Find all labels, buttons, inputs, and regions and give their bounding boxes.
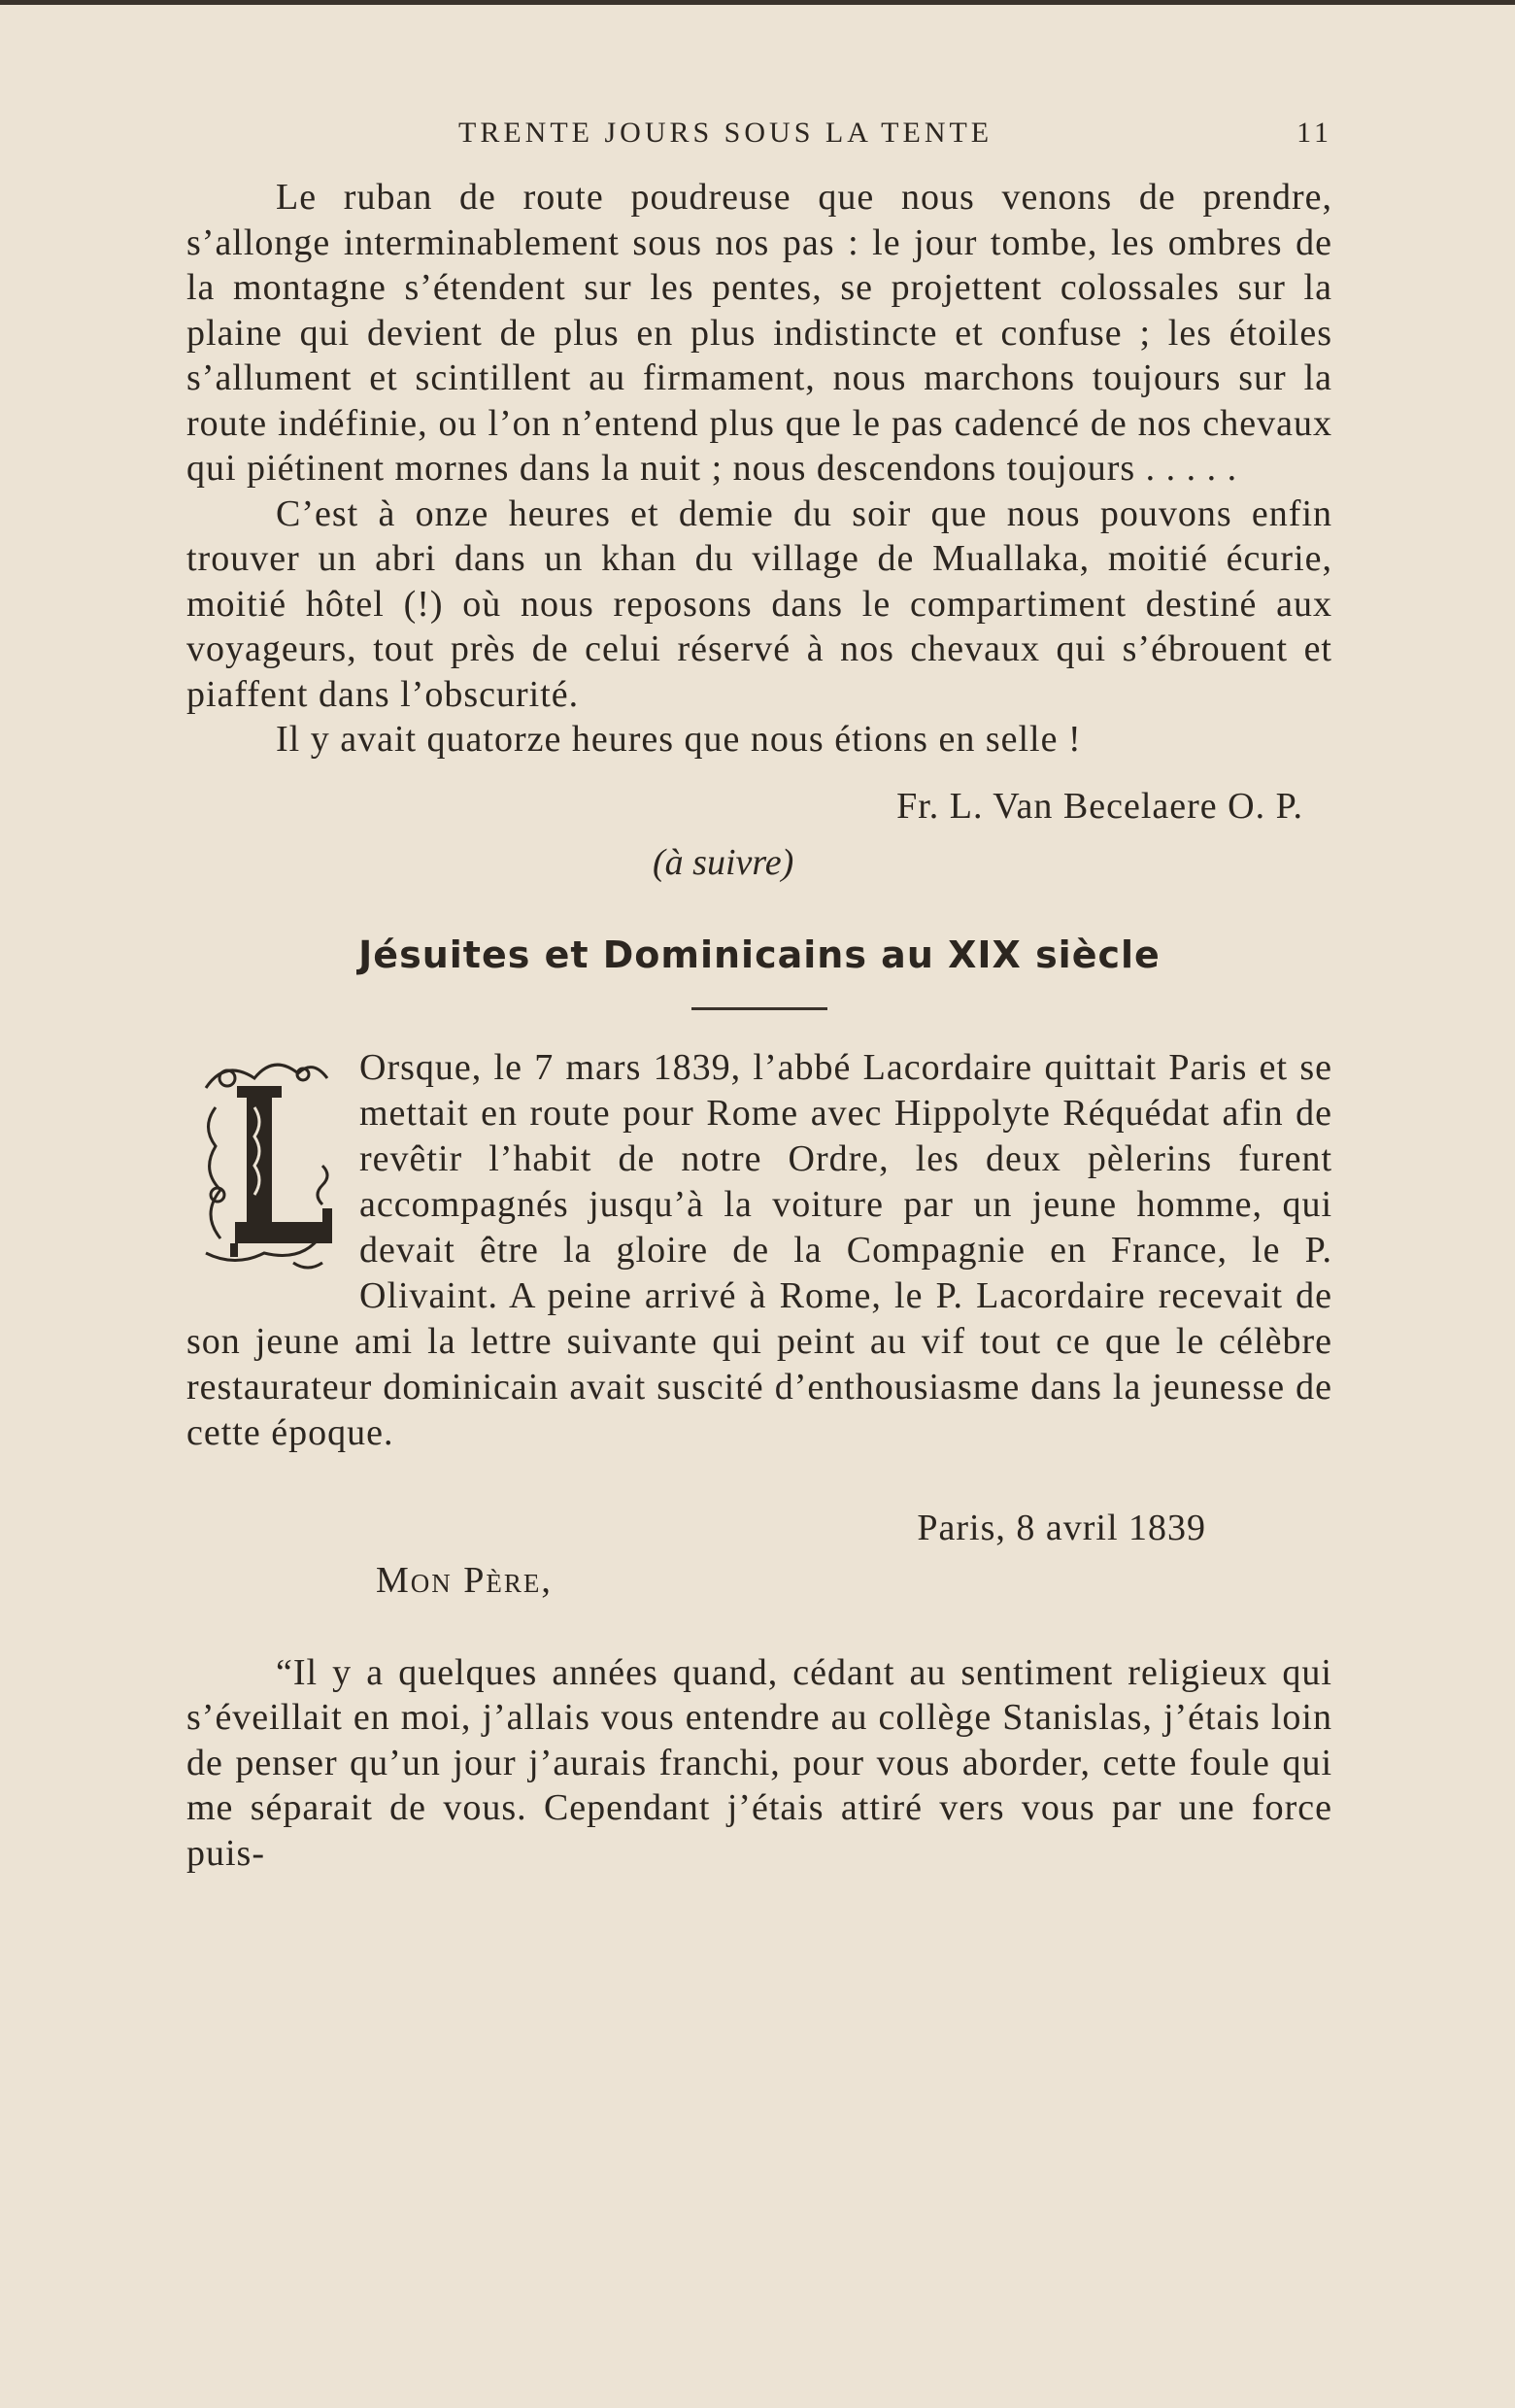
page-number: 11 [1296,117,1332,149]
running-head [186,117,1332,150]
title-divider [691,1007,827,1010]
article-first-paragraph: Orsque, le 7 mars 1839, l’abbé Lacordaire quittait Paris et se mettait en route pour Rome avec Hippolyte Réquédat afin de revêtir l’habit de notre Ordre, les deux pèlerins furent accompagnés jusqu’à la voiture par un jeune homme, qui devait être la gloire de la Compagnie en France, le P. Olivaint. A peine arrivé à Rome, le P. Lacordaire recevait de son jeune ami la lettre suivante qui peint au vif tout ce que le célèbre restaurateur dominicain avait suscité d’enthousiasme dans la jeunesse de cette époque. [186,1046,1332,1453]
article-body [186,1045,1332,1456]
letter-salutation: Mon Père, [376,1559,553,1601]
page-content [186,117,1332,1876]
ornamental-dropcap-l-icon [186,1049,350,1282]
running-title: TRENTE JOURS SOUS LA TENTE [458,117,993,149]
article-title: Jésuites et Dominicains au XIX siècle [358,933,1161,976]
paragraph-2: C’est à onze heures et demie du soir que nous pouvons enfin trouver un abri dans un khan du village de Muallaka, moitié écurie, moitié hôtel (!) où nous reposons dans le compartiment destiné aux voyageurs, tout près de celui réservé à nos chevaux qui s’ébrouent et piaffent dans l’obscurité. [186,492,1332,715]
to-be-continued: (à suivre) [653,841,794,883]
letter-text: “Il y a quelques années quand, cédant au sentiment religieux qui s’éveillait en moi, j’allais vous entendre au collège Stanislas, j’étais loin de penser qu’un jour j’aurais franchi, pour vous aborder, cette foule qui me séparait de vous. Cependant j’étais attiré vers vous par une force puis- [186,1651,1332,1874]
letter-dateline: Paris, 8 avril 1839 [917,1507,1206,1548]
top-border-rule [0,0,1515,5]
paragraph-3: Il y avait quatorze heures que nous étions en selle ! [276,719,1082,760]
paragraph-1: Le ruban de route poudreuse que nous venons de prendre, s’allonge interminablement sous nos pas : le jour tombe, les ombres de la montagne s’étendent sur les pentes, se projettent colossales sur la plaine qui devient de plus en plus indistincte et confuse ; les étoiles s’allument et scintillent au firmament, nous marchons toujours sur la route indéfinie, ou l’on n’entend plus que le pas cadencé de nos chevaux qui piétinent mornes dans la nuit ; nous descendons toujours . . . . . [186,177,1332,489]
author-signature: Fr. L. Van Becelaere O. P. [896,785,1303,827]
